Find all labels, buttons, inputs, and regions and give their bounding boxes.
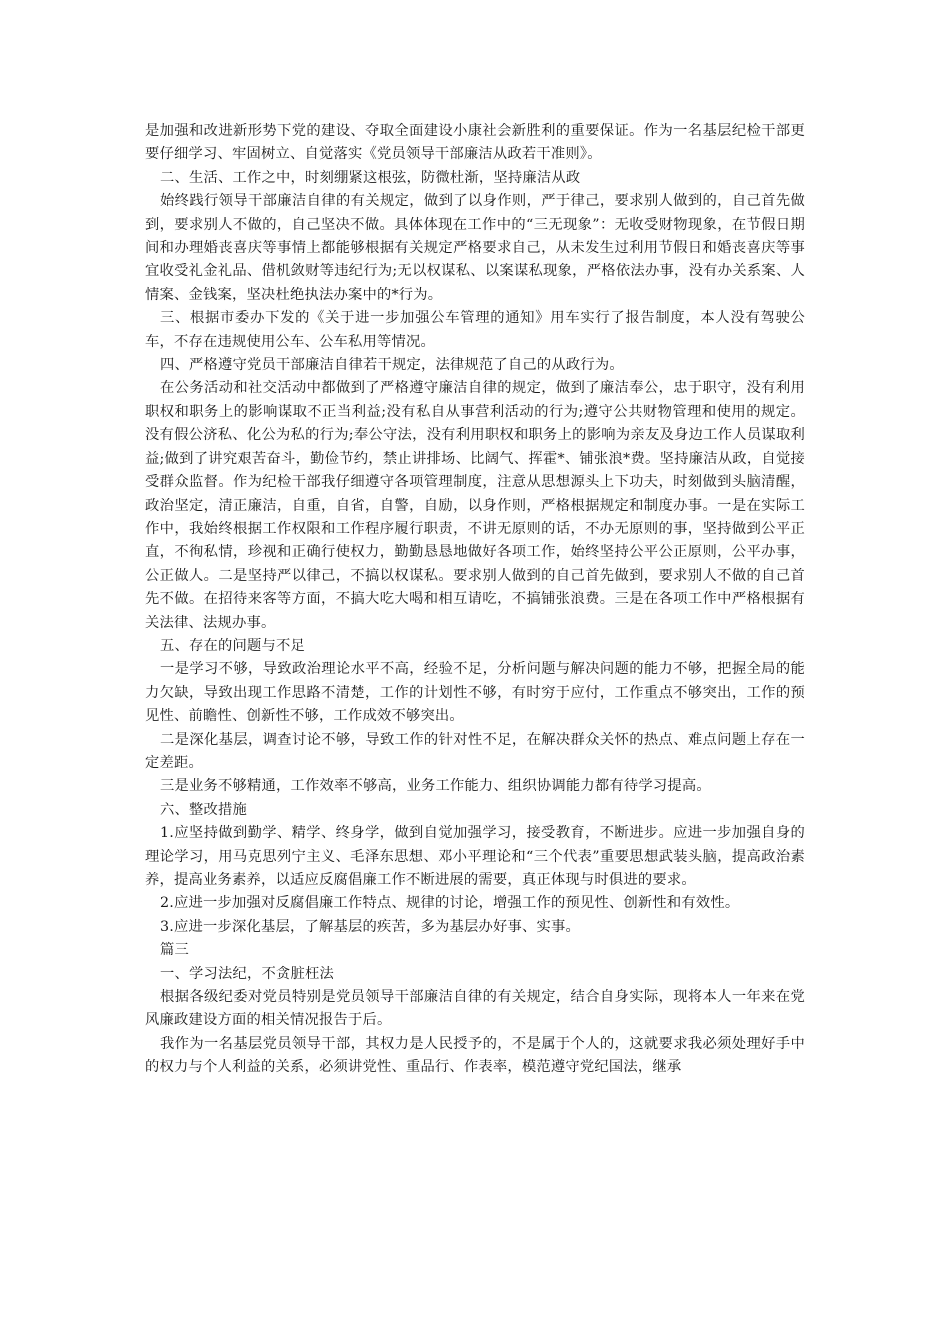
document-body: [145, 120, 805, 1080]
paragraph-measure-3: 3.应进一步深化基层，了解基层的疾苦，多为基层办好事、实事。: [160, 918, 580, 935]
paragraph-measure-1: 1.应坚持做到勤学、精学、终身学，做到自觉加强学习，接受教育，不断进步。应进一步加强自身的理论学习，用马克思列宁主义、毛泽东思想、邓小平理论和“三个代表”重要思想武装头脑，提高政治素养，提高业务素养，以适应反腐倡廉工作不断进展的需要，真正体现与时俱进的要求。: [145, 825, 805, 888]
heading-section-5: 五、存在的问题与不足: [160, 637, 305, 654]
paragraph-section-3: 三、根据市委办下发的《关于进一步加强公车管理的通知》用车实行了报告制度，本人没有驾驶公车，不存在违规使用公车、公车私用等情况。: [145, 310, 805, 350]
heading-part-3: 篇三: [160, 942, 189, 959]
heading-part-3-section-1: 一、学习法纪，不贪脏枉法: [160, 965, 334, 982]
paragraph-problem-2: 二是深化基层，调查讨论不够，导致工作的针对性不足，在解决群众关怀的热点、难点问题上存在一定差距。: [145, 731, 805, 771]
heading-section-4: 四、严格遵守党员干部廉洁自律若干规定，法律规范了自己的从政行为。: [160, 357, 624, 374]
paragraph-problem-1: 一是学习不够，导致政治理论水平不高，经验不足，分析问题与解决问题的能力不够，把握全局的能力欠缺，导致出现工作思路不清楚，工作的计划性不够，有时穷于应付，工作重点不够突出，工作的预见性、前瞻性、创新性不够，工作成效不够突出。: [145, 661, 805, 725]
paragraph-problem-3: 三是业务不够精通，工作效率不够高，业务工作能力、组织协调能力都有待学习提高。: [160, 778, 711, 795]
heading-section-2: 二、生活、工作之中，时刻绷紧这根弦，防微杜渐，坚持廉洁从政: [160, 169, 581, 186]
paragraph-measure-2: 2.应进一步加强对反腐倡廉工作特点、规律的讨论，增强工作的预见性、创新性和有效性。: [160, 895, 740, 912]
paragraph-three-none: 始终践行领导干部廉洁自律的有关规定，做到了以身作则，严于律己，要求别人做到的，自己首先做到，要求别人不做的，自己坚决不做。具体体现在工作中的“三无现象”：无收受财物现象，在节假日期间和办理婚丧喜庆等事情上都能够根据有关规定严格要求自己，从未发生过利用节假日和婚丧喜庆等事宜收受礼金礼品、借机敛财等违纪行为;无以权谋私、以案谋私现象，严格依法办事，没有办关系案、人情案、金钱案，坚决杜绝执法办案中的*行为。: [145, 193, 805, 303]
paragraph-report-intro: 根据各级纪委对党员特别是党员领导干部廉洁自律的有关规定，结合自身实际，现将本人一年来在党风廉政建设方面的相关情况报告于后。: [145, 989, 805, 1029]
paragraph-power-and-interest: 我作为一名基层党员领导干部，其权力是人民授予的，不是属于个人的，这就要求我必须处理好手中的权力与个人利益的关系，必须讲党性、重品行、作表率，模范遵守党纪国法，继承: [145, 1035, 805, 1076]
paragraph-intro-continuation: 是加强和改进新形势下党的建设、夺取全面建设小康社会新胜利的重要保证。作为一名基层纪检干部更要仔细学习、牢固树立、自觉落实《党员领导干部廉洁从政若干准则》。: [145, 123, 805, 163]
heading-section-6: 六、整改措施: [160, 801, 247, 818]
paragraph-integrity-practice: 在公务活动和社交活动中都做到了严格遵守廉洁自律的规定，做到了廉洁奉公，忠于职守，没有利用职权和职务上的影响谋取不正当利益;没有私自从事营利活动的行为;遵守公共财物管理和使用的规定。没有假公济私、化公为私的行为;奉公守法，没有利用职权和职务上的影响为亲友及身边工作人员谋取利益;做到了讲究艰苦奋斗，勤俭节约，禁止讲排场、比阔气、挥霍*、铺张浪*费。坚持廉洁从政，自觉接受群众监督。作为纪检干部我仔细遵守各项管理制度，注意从思想源头上下功夫，时刻做到头脑清醒，政治坚定，清正廉洁，自重，自省，自警，自励，以身作则，严格根据规定和制度办事。一是在实际工作中，我始终根据工作权限和工作程序履行职责，不讲无原则的话，不办无原则的事，坚持做到公平正直，不徇私情，珍视和正确行使权力，勤勤恳恳地做好各项工作，始终坚持公平公正原则，公平办事，公正做人。二是坚持严以律己，不搞以权谋私。要求别人做到的自己首先做到，要求别人不做的自己首先不做。在招待来客等方面，不搞大吃大喝和相互请吃，不搞铺张浪费。三是在各项工作中严格根据有关法律、法规办事。: [145, 380, 805, 631]
